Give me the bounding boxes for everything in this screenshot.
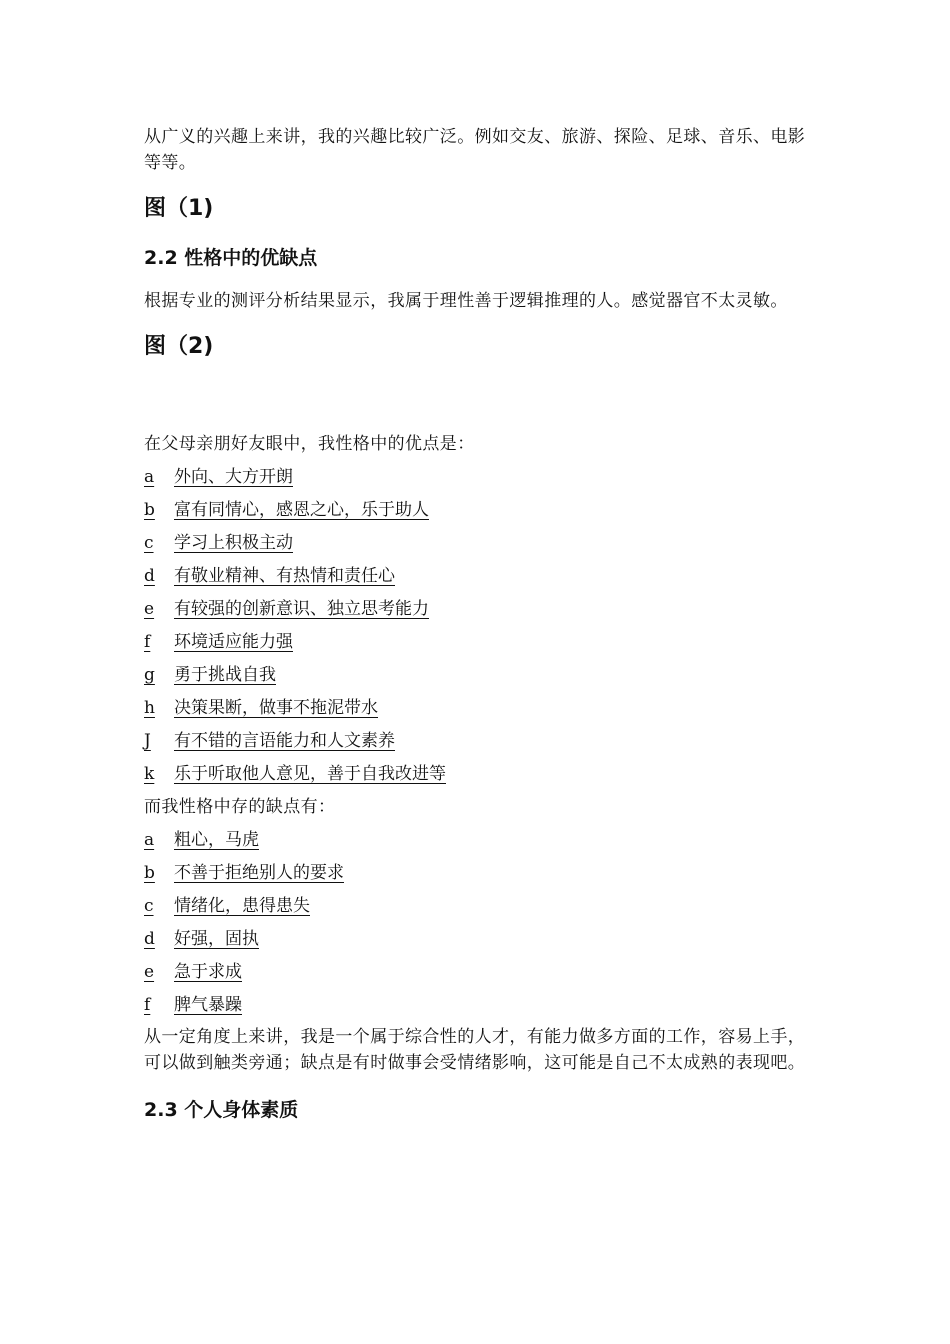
list-item-text: 有不错的言语能力和人文素养 <box>174 731 395 751</box>
interests-paragraph: 从广义的兴趣上来讲，我的兴趣比较广泛。例如交友、旅游、探险、足球、音乐、电影等等。 <box>144 127 806 173</box>
list-item-text: 不善于拒绝别人的要求 <box>174 863 344 883</box>
list-item-text: 乐于听取他人意见，善于自我改进等 <box>174 764 446 784</box>
list-item-letter: f <box>144 995 151 1015</box>
list-item-letter: d <box>144 566 155 586</box>
list-item <box>144 461 814 494</box>
list-item-text: 脾气暴躁 <box>174 995 242 1015</box>
list-item-text: 学习上积极主动 <box>174 533 293 553</box>
list-item-text: 情绪化，患得患失 <box>174 896 310 916</box>
list-item <box>144 857 814 890</box>
list-item-text: 好强，固执 <box>174 929 259 949</box>
list-item-letter: e <box>144 962 155 982</box>
list-item <box>144 494 814 527</box>
list-item <box>144 626 814 659</box>
list-item <box>144 824 814 857</box>
figure-2-caption: 图（2) <box>144 334 214 359</box>
list-item-letter: c <box>144 533 154 553</box>
list-item-letter: c <box>144 896 154 916</box>
list-item <box>144 890 814 923</box>
list-item-letter: k <box>144 764 155 784</box>
list-item-text: 有较强的创新意识、独立思考能力 <box>174 599 429 619</box>
list-item <box>144 593 814 626</box>
list-item-text: 外向、大方开朗 <box>174 467 293 487</box>
list-item <box>144 725 814 758</box>
list-item-text: 决策果断，做事不拖泥带水 <box>174 698 378 718</box>
list-item-letter: J <box>144 731 151 751</box>
list-item <box>144 659 814 692</box>
list-item-letter: b <box>144 863 155 883</box>
strengths-list <box>144 461 814 791</box>
conclusion-paragraph: 从一定角度上来讲，我是一个属于综合性的人才，有能力做多方面的工作，容易上手，可以做到触类旁通；缺点是有时做事会受情绪影响，这可能是自己不太成熟的表现吧。 <box>144 1027 806 1073</box>
list-item-letter: f <box>144 632 151 652</box>
list-item-letter: g <box>144 665 155 685</box>
list-item-letter: d <box>144 929 155 949</box>
list-item <box>144 560 814 593</box>
list-item <box>144 692 814 725</box>
weaknesses-intro: 而我性格中存的缺点有： <box>144 797 336 817</box>
list-item-text: 有敬业精神、有热情和责任心 <box>174 566 395 586</box>
list-item-text: 粗心，马虎 <box>174 830 259 850</box>
list-item <box>144 527 814 560</box>
list-item <box>144 956 814 989</box>
strengths-intro: 在父母亲朋好友眼中，我性格中的优点是： <box>144 434 475 454</box>
list-item-letter: a <box>144 467 155 487</box>
list-item <box>144 923 814 956</box>
list-item-letter: a <box>144 830 155 850</box>
list-item-letter: e <box>144 599 155 619</box>
figure-1-caption: 图（1) <box>144 196 214 221</box>
section-heading-2-2: 2.2 性格中的优缺点 <box>144 247 318 269</box>
document-page <box>144 124 814 1124</box>
list-item-text: 急于求成 <box>174 962 242 982</box>
list-item <box>144 758 814 791</box>
list-item-text: 勇于挑战自我 <box>174 665 276 685</box>
section-heading-2-3: 2.3 个人身体素质 <box>144 1099 299 1121</box>
list-item <box>144 989 814 1022</box>
list-item-text: 环境适应能力强 <box>174 632 293 652</box>
personality-paragraph: 根据专业的测评分析结果显示，我属于理性善于逻辑推理的人。感觉器官不太灵敏。 <box>144 291 788 311</box>
list-item-text: 富有同情心，感恩之心，乐于助人 <box>174 500 429 520</box>
list-item-letter: b <box>144 500 155 520</box>
list-item-letter: h <box>144 698 155 718</box>
weaknesses-list <box>144 824 814 1022</box>
